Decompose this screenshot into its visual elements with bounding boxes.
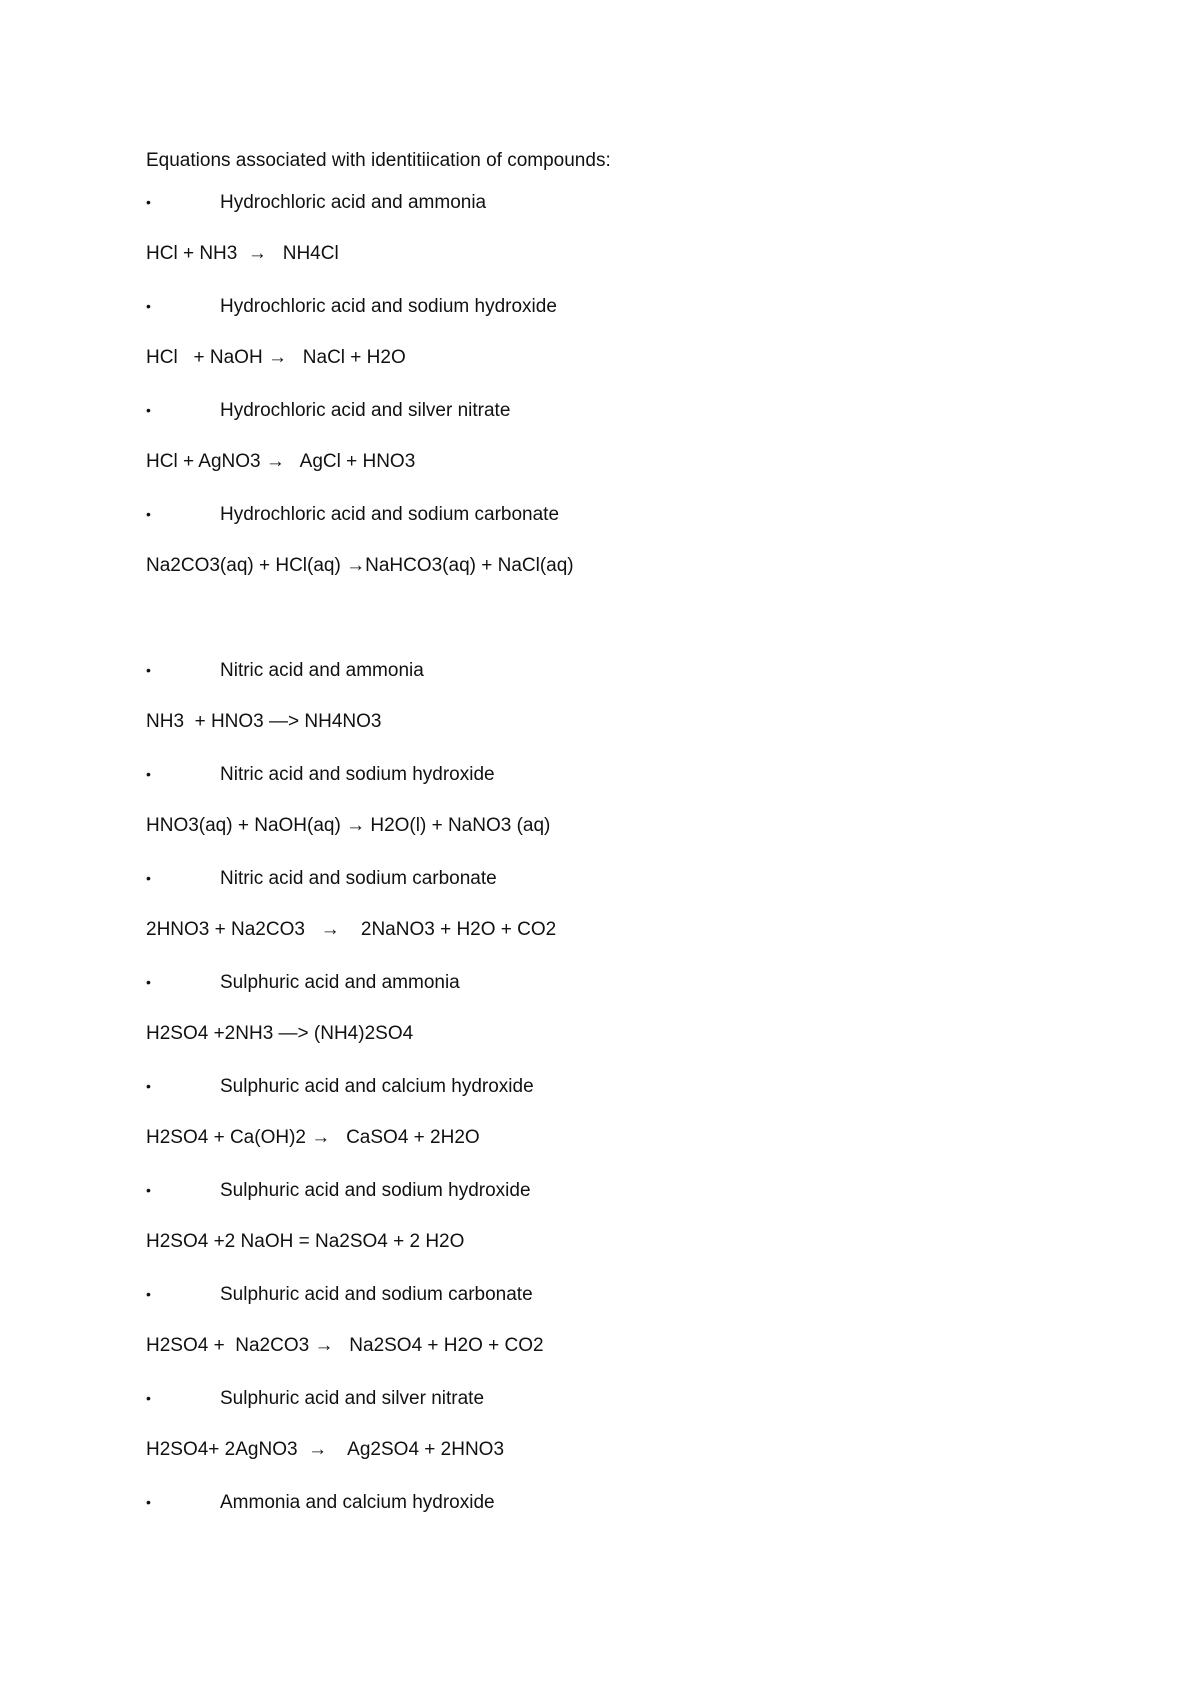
reaction-label: Hydrochloric acid and sodium carbonate [220, 503, 560, 525]
bullet-icon: • [146, 402, 151, 418]
bullet-icon: • [146, 766, 151, 782]
chemical-equation: H2SO4 +2 NaOH = Na2SO4 + 2 H2O [146, 1231, 465, 1252]
list-item [146, 280, 1106, 384]
document-title: Equations associated with identitiication of compounds: [146, 150, 611, 171]
bullet-line [146, 384, 1106, 436]
paragraph-spacer [146, 592, 1106, 644]
bullet-line [146, 852, 1106, 904]
list-item [146, 1268, 1106, 1372]
chemical-equation: NH3 + HNO3 —> NH4NO3 [146, 711, 382, 732]
bullet-icon: • [146, 1390, 151, 1406]
reaction-label: Ammonia and calcium hydroxide [220, 1491, 495, 1513]
bullet-icon: • [146, 298, 151, 314]
bullet-line [146, 280, 1106, 332]
list-item [146, 1372, 1106, 1476]
bullet-line [146, 956, 1106, 1008]
bullet-icon: • [146, 1286, 151, 1302]
list-item [146, 644, 1106, 748]
bullet-icon: • [146, 1078, 151, 1094]
bullet-line [146, 1164, 1106, 1216]
list-item [146, 1164, 1106, 1268]
bullet-line [146, 1268, 1106, 1320]
chemical-equation: 2HNO3 + Na2CO3 → 2NaNO3 + H2O + CO2 [146, 919, 557, 940]
reaction-label: Nitric acid and sodium hydroxide [220, 763, 495, 785]
bullet-line [146, 176, 1106, 228]
list-item [146, 852, 1106, 956]
chemical-equation: H2SO4 + Na2CO3 → Na2SO4 + H2O + CO2 [146, 1335, 544, 1356]
reaction-label: Hydrochloric acid and ammonia [220, 191, 487, 213]
chemical-equation: HNO3(aq) + NaOH(aq) → H2O(l) + NaNO3 (aq) [146, 815, 551, 836]
chemical-equation: HCl + AgNO3 → AgCl + HNO3 [146, 451, 416, 472]
bullet-line [146, 1060, 1106, 1112]
reaction-label: Sulphuric acid and calcium hydroxide [220, 1075, 534, 1097]
list-item [146, 956, 1106, 1060]
reaction-label: Sulphuric acid and ammonia [220, 971, 460, 993]
bullet-icon: • [146, 662, 151, 678]
bullet-icon: • [146, 974, 151, 990]
list-item [146, 488, 1106, 592]
reaction-label: Hydrochloric acid and sodium hydroxide [220, 295, 557, 317]
bullet-line [146, 488, 1106, 540]
bullet-icon: • [146, 1494, 151, 1510]
bullet-line [146, 1372, 1106, 1424]
chemical-equation: HCl + NaOH → NaCl + H2O [146, 347, 406, 368]
chemical-equation: HCl + NH3 → NH4Cl [146, 243, 339, 264]
reaction-label: Sulphuric acid and silver nitrate [220, 1387, 485, 1409]
list-item [146, 1476, 1106, 1528]
bullet-icon: • [146, 870, 151, 886]
bullet-icon: • [146, 506, 151, 522]
list-item [146, 748, 1106, 852]
reaction-label: Nitric acid and sodium carbonate [220, 867, 497, 889]
document-content [146, 146, 1106, 1528]
chemical-equation: H2SO4 +2NH3 —> (NH4)2SO4 [146, 1023, 414, 1044]
reaction-label: Nitric acid and ammonia [220, 659, 424, 681]
bullet-line [146, 1476, 1106, 1528]
list-item [146, 384, 1106, 488]
reaction-label: Sulphuric acid and sodium hydroxide [220, 1179, 531, 1201]
chemical-equation: H2SO4+ 2AgNO3 → Ag2SO4 + 2HNO3 [146, 1439, 505, 1460]
chemical-equation: Na2CO3(aq) + HCl(aq) →NaHCO3(aq) + NaCl(aq) [146, 555, 574, 576]
list-item [146, 1060, 1106, 1164]
reaction-label: Sulphuric acid and sodium carbonate [220, 1283, 533, 1305]
bullet-icon: • [146, 194, 151, 210]
bullet-line [146, 748, 1106, 800]
list-item [146, 176, 1106, 280]
chemical-equation: H2SO4 + Ca(OH)2 → CaSO4 + 2H2O [146, 1127, 480, 1148]
bullet-line [146, 644, 1106, 696]
bullet-icon: • [146, 1182, 151, 1198]
reaction-label: Hydrochloric acid and silver nitrate [220, 399, 511, 421]
